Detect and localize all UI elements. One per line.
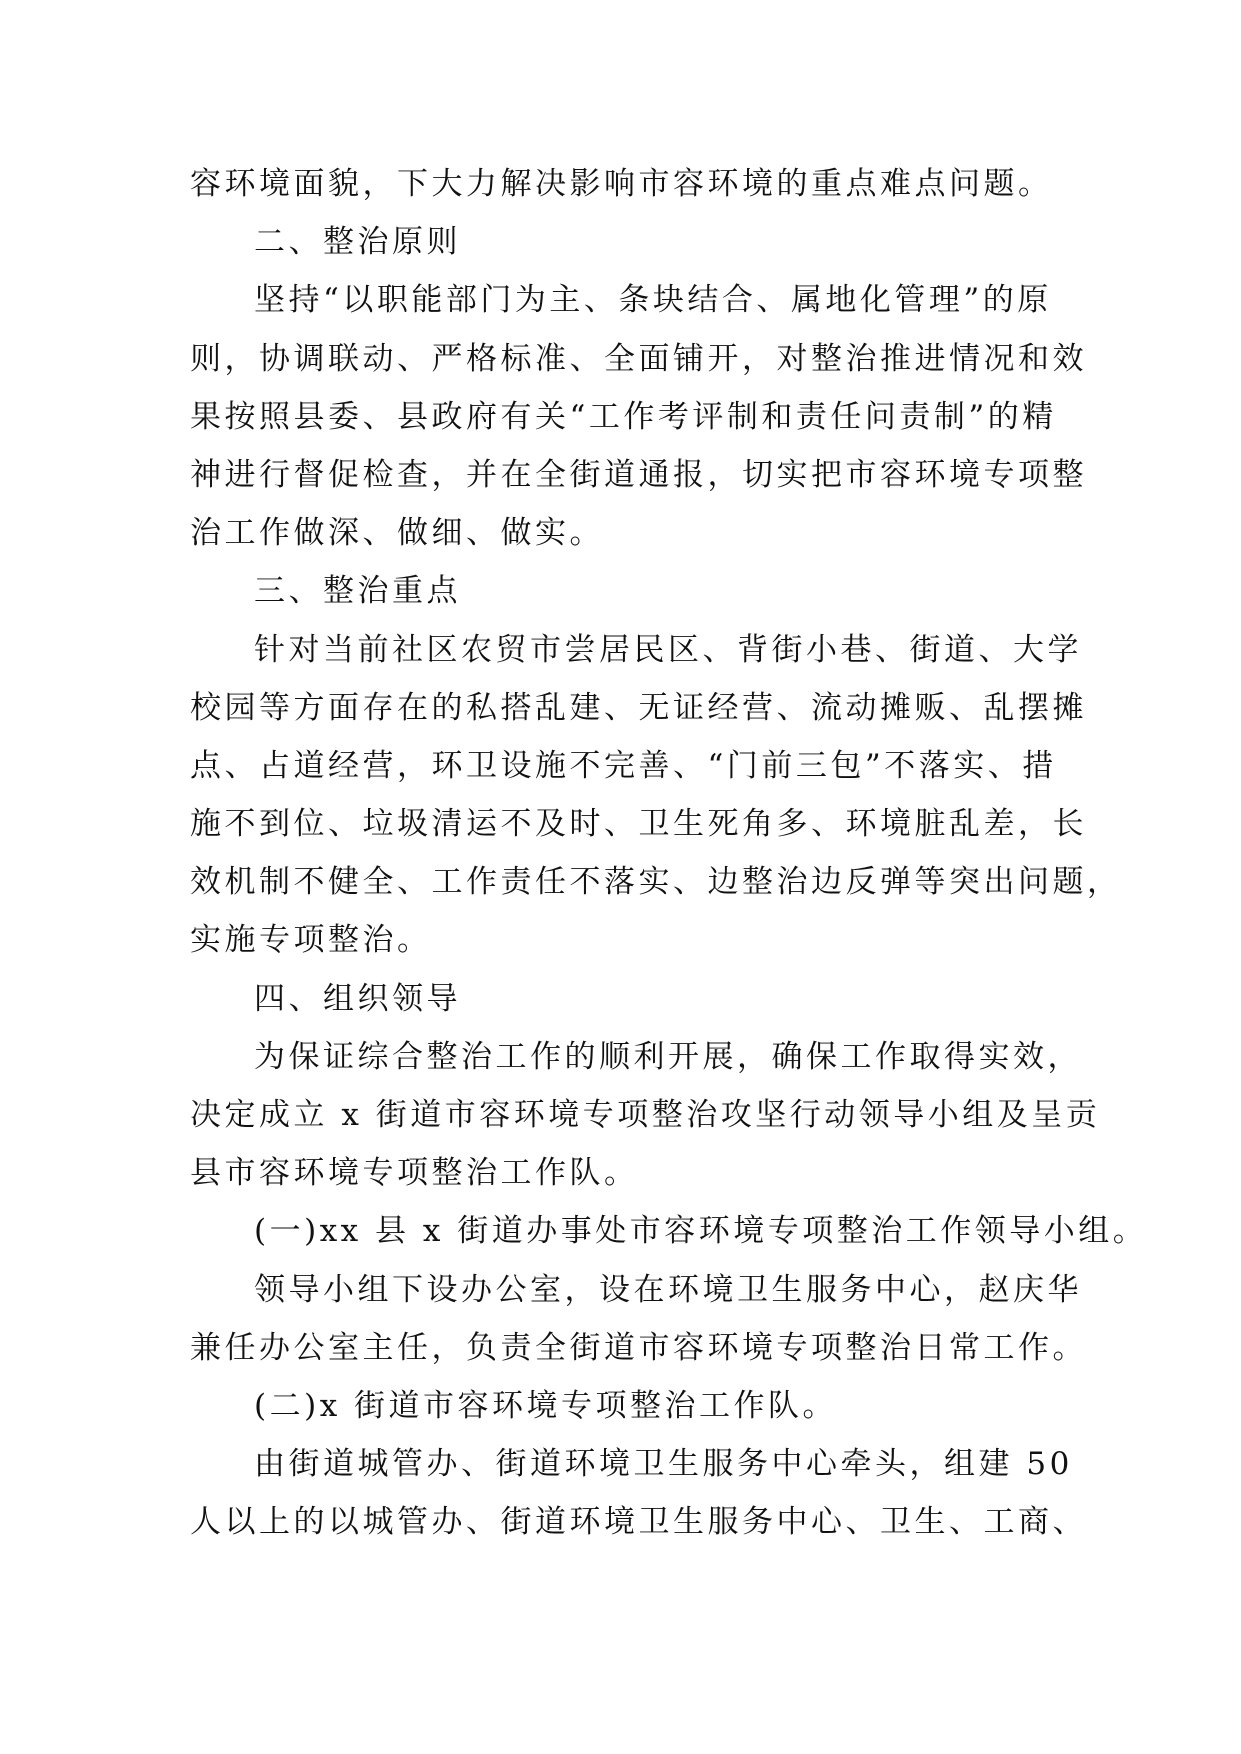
text-line: 领导小组下设办公室，设在环境卫生服务中心，赵庆华 [254, 1271, 1082, 1308]
text-line: 容环境面貌，下大力解决影响市容环境的重点难点问题。 [190, 166, 1053, 202]
text-line: 治工作做深、做细、做实。 [190, 515, 604, 552]
text-line: 果按照县委、县政府有关“工作考评制和责任问责制”的精 [190, 398, 1057, 435]
text-line: 县市容环境专项整治工作队。 [190, 1155, 639, 1192]
text-line: 决定成立 x 街道市容环境专项整治攻坚行动领导小组及呈贡 [190, 1097, 1101, 1133]
section-heading-principles: 二、整治原则 [254, 224, 461, 261]
text-line: 实施专项整治。 [190, 922, 432, 959]
text-line: 坚持“以职能部门为主、条块结合、属地化管理”的原 [254, 282, 1052, 319]
text-line: 则，协调联动、严格标准、全面铺开，对整治推进情况和效 [190, 340, 1087, 377]
subsection-heading-1: (一)xx 县 x 街道办事处市容环境专项整治工作领导小组。 [254, 1213, 1148, 1250]
text-line: 施不到位、垃圾清运不及时、卫生死角多、环境脏乱差，长 [190, 806, 1087, 843]
text-line: 效机制不健全、工作责任不落实、边整治边反弹等突出问题， [190, 864, 1122, 901]
text-line: 为保证综合整治工作的顺利开展，确保工作取得实效， [254, 1038, 1082, 1075]
text-line: 人以上的以城管办、街道环境卫生服务中心、卫生、工商、 [190, 1504, 1087, 1541]
text-line: 兼任办公室主任，负责全街道市容环境专项整治日常工作。 [190, 1329, 1087, 1366]
subsection-heading-2: (二)x 街道市容环境专项整治工作队。 [254, 1387, 838, 1424]
section-heading-focus: 三、整治重点 [254, 573, 461, 610]
text-line: 针对当前社区农贸市尝居民区、背街小巷、街道、大学 [254, 631, 1082, 668]
text-line: 点、占道经营，环卫设施不完善、“门前三包”不落实、措 [190, 747, 1057, 784]
section-heading-leadership: 四、组织领导 [254, 980, 461, 1017]
text-line: 由街道城管办、街道环境卫生服务中心牵头，组建 50 [254, 1446, 1073, 1483]
text-line: 神进行督促检查，并在全街道通报，切实把市容环境专项整 [190, 456, 1087, 493]
text-line: 校园等方面存在的私搭乱建、无证经营、流动摊贩、乱摆摊 [190, 689, 1087, 726]
document-body [190, 155, 1148, 1552]
